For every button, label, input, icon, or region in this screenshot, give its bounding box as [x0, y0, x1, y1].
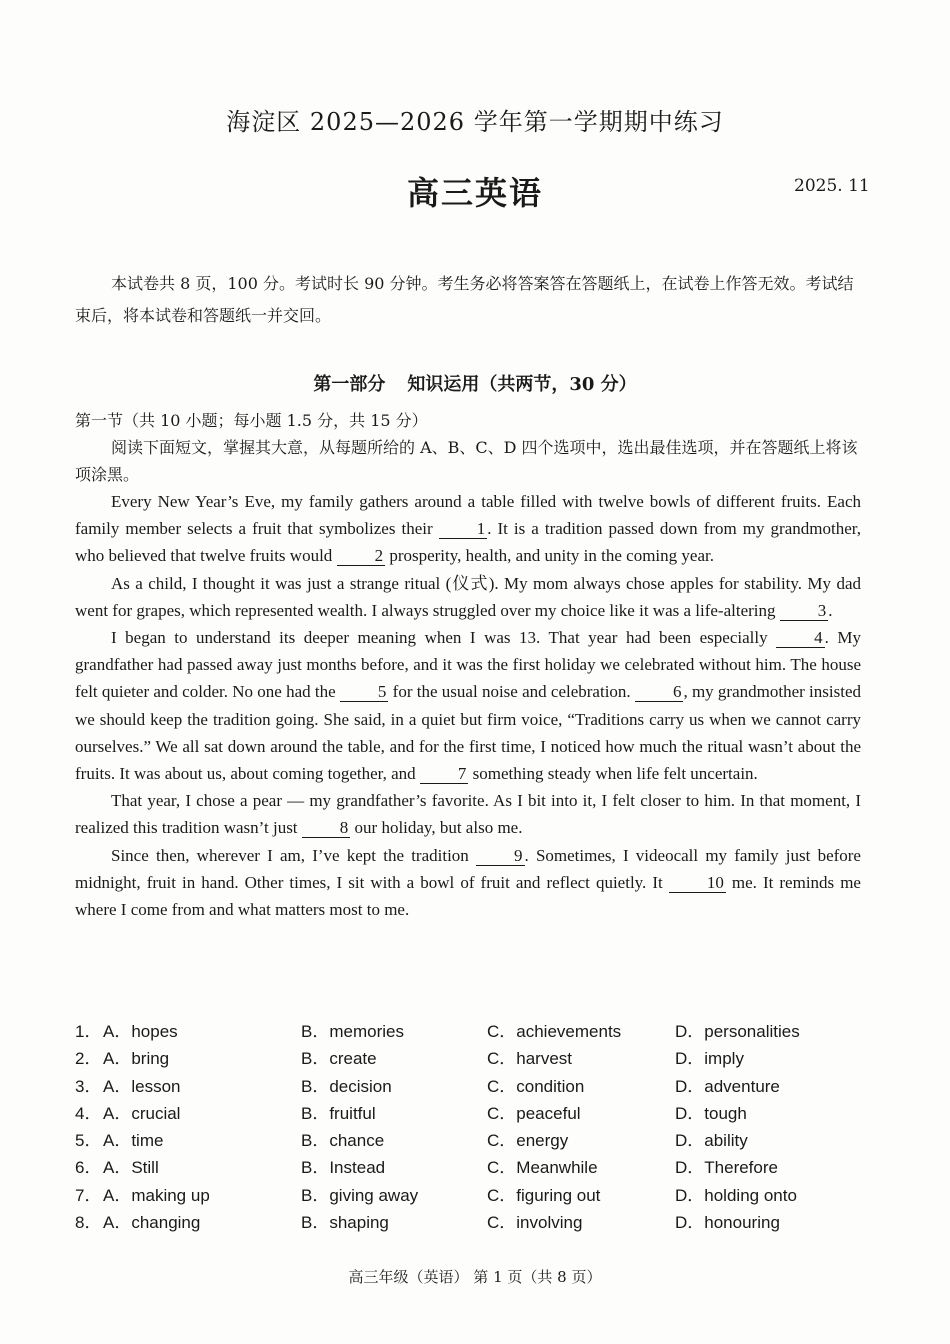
- blank-9: 9: [476, 847, 525, 866]
- blank-1: 1: [439, 520, 488, 539]
- option-c: C．achievements: [487, 1022, 622, 1041]
- page-footer: 高三年级（英语） 第 1 页（共 8 页）: [348, 1268, 602, 1286]
- part-label: 第一部分: [313, 374, 386, 395]
- question-number: 4．: [75, 1103, 102, 1123]
- subject-title: 高三英语: [406, 174, 543, 212]
- blank-2: 2: [337, 547, 386, 566]
- paragraph-5: Since then, wherever I am, I’ve kept the tradition 9 . Sometimes, I videocall my family just before midnight, fruit in hand. Other times, I sit with a bowl of fruit and reflect quietly. It 10 me. It reminds me where I come from and what matters most to me.: [75, 845, 861, 920]
- option-b: B．Instead: [301, 1158, 386, 1178]
- option-a: A．making up: [103, 1185, 210, 1205]
- question-number: 7．: [75, 1185, 102, 1205]
- question-row: [75, 1181, 875, 1208]
- exam-instructions: 本试卷共 8 页，100 分。考试时长 90 分钟。考生务必将答案答在答题纸上，在试卷上作答无效。考试结束后，将本试卷和答题纸一并交回。: [75, 274, 854, 325]
- option-c: C．involving: [487, 1213, 583, 1233]
- blank-5: 5: [340, 683, 389, 702]
- question-row: [75, 1208, 875, 1235]
- option-c: C．figuring out: [487, 1185, 601, 1205]
- question-row: [75, 1126, 875, 1153]
- question-row: [75, 1072, 875, 1099]
- option-d: D．personalities: [675, 1022, 800, 1041]
- option-d: D．ability: [675, 1131, 748, 1151]
- option-b: B．chance: [301, 1131, 385, 1151]
- option-d: D．tough: [675, 1103, 747, 1123]
- option-a: A．changing: [103, 1213, 201, 1233]
- option-a: A．lesson: [103, 1076, 181, 1096]
- option-a: A．bring: [103, 1049, 170, 1069]
- question-number: 8．: [75, 1213, 102, 1233]
- section-instruction: 阅读下面短文，掌握其大意，从每题所给的 A、B、C、D 四个选项中，选出最佳选项，并在答题纸上将该项涂黑。: [75, 438, 858, 484]
- blank-4: 4: [776, 629, 825, 648]
- paragraph-2: As a child, I thought it was just a strange ritual (仪式). My mom always chose apples for stability. My dad went for grapes, which represented wealth. I always struggled over my choice like it was a life-altering 3 .: [75, 573, 861, 620]
- question-number: 3．: [75, 1076, 102, 1096]
- question-number: 6．: [75, 1158, 102, 1178]
- part-heading: [0, 370, 950, 396]
- blank-6: 6: [635, 683, 684, 702]
- option-a: A．Still: [103, 1158, 159, 1178]
- option-c: C．energy: [487, 1131, 569, 1151]
- part-title: 知识运用（共两节，30 分）: [407, 374, 637, 395]
- blank-8: 8: [302, 819, 351, 838]
- option-a: A．time: [103, 1131, 164, 1151]
- section-heading: 第一节（共 10 小题；每小题 1.5 分，共 15 分）: [75, 411, 428, 430]
- option-a: A．crucial: [103, 1103, 181, 1123]
- option-b: B．create: [301, 1049, 377, 1069]
- option-d: D．Therefore: [675, 1158, 778, 1178]
- option-d: D．holding onto: [675, 1185, 797, 1205]
- option-b: B．fruitful: [301, 1103, 376, 1123]
- blank-10: 10: [669, 874, 726, 893]
- option-c: C．harvest: [487, 1049, 573, 1069]
- option-c: C．condition: [487, 1076, 585, 1096]
- exam-date: 2025. 11: [794, 176, 870, 196]
- question-number: 1．: [75, 1022, 102, 1041]
- question-row: [75, 1153, 875, 1180]
- option-d: D．honouring: [675, 1213, 780, 1233]
- question-row: [75, 1099, 875, 1126]
- question-row: [75, 1017, 875, 1044]
- option-b: B．memories: [301, 1022, 404, 1041]
- question-row: [75, 1044, 875, 1071]
- paragraph-3: I began to understand its deeper meaning when I was 13. That year had been especially 4 . My grandfather had passed away just months before, and it was the first holiday we celebrated without him. The house felt quieter and colder. No one had the 5 for the usual noise and celebration. 6 , my grandmother insisted we should keep the tradition going. She said, in a quiet but firm voice, “Traditions carry us when we cannot carry ourselves.” We all sat down around the table, and for the first time, I noticed how much the ritual wasn’t about the fruits. It was about us, about coming together, and 7 something steady when life felt uncertain.: [75, 628, 862, 784]
- question-number: 2．: [75, 1049, 102, 1069]
- option-d: D．imply: [675, 1049, 744, 1069]
- paragraph-1: Every New Year’s Eve, my family gathers around a table filled with twelve bowls of different fruits. Each family member selects a fruit that symbolizes their 1 . It is a tradition passed down from my grandmother, who believed that twelve fruits would 2 prosperity, health, and unity in the coming year.: [75, 492, 861, 566]
- option-b: B．giving away: [301, 1185, 419, 1205]
- question-number: 5．: [75, 1131, 102, 1151]
- exam-title: 海淀区 2025—2026 学年第一学期期中练习: [226, 108, 724, 136]
- option-b: B．shaping: [301, 1213, 389, 1233]
- answer-options: [75, 1017, 875, 1235]
- blank-7: 7: [420, 765, 469, 784]
- option-b: B．decision: [301, 1076, 392, 1096]
- option-c: C．peaceful: [487, 1103, 581, 1123]
- option-c: C．Meanwhile: [487, 1158, 598, 1178]
- blank-3: 3: [780, 602, 829, 621]
- paragraph-4: That year, I chose a pear — my grandfather’s favorite. As I bit into it, I felt closer to him. In that moment, I realized this tradition wasn’t just 8 our holiday, but also me.: [75, 791, 861, 838]
- cloze-passage: [75, 488, 861, 923]
- option-d: D．adventure: [675, 1076, 780, 1096]
- option-a: A．hopes: [103, 1022, 178, 1041]
